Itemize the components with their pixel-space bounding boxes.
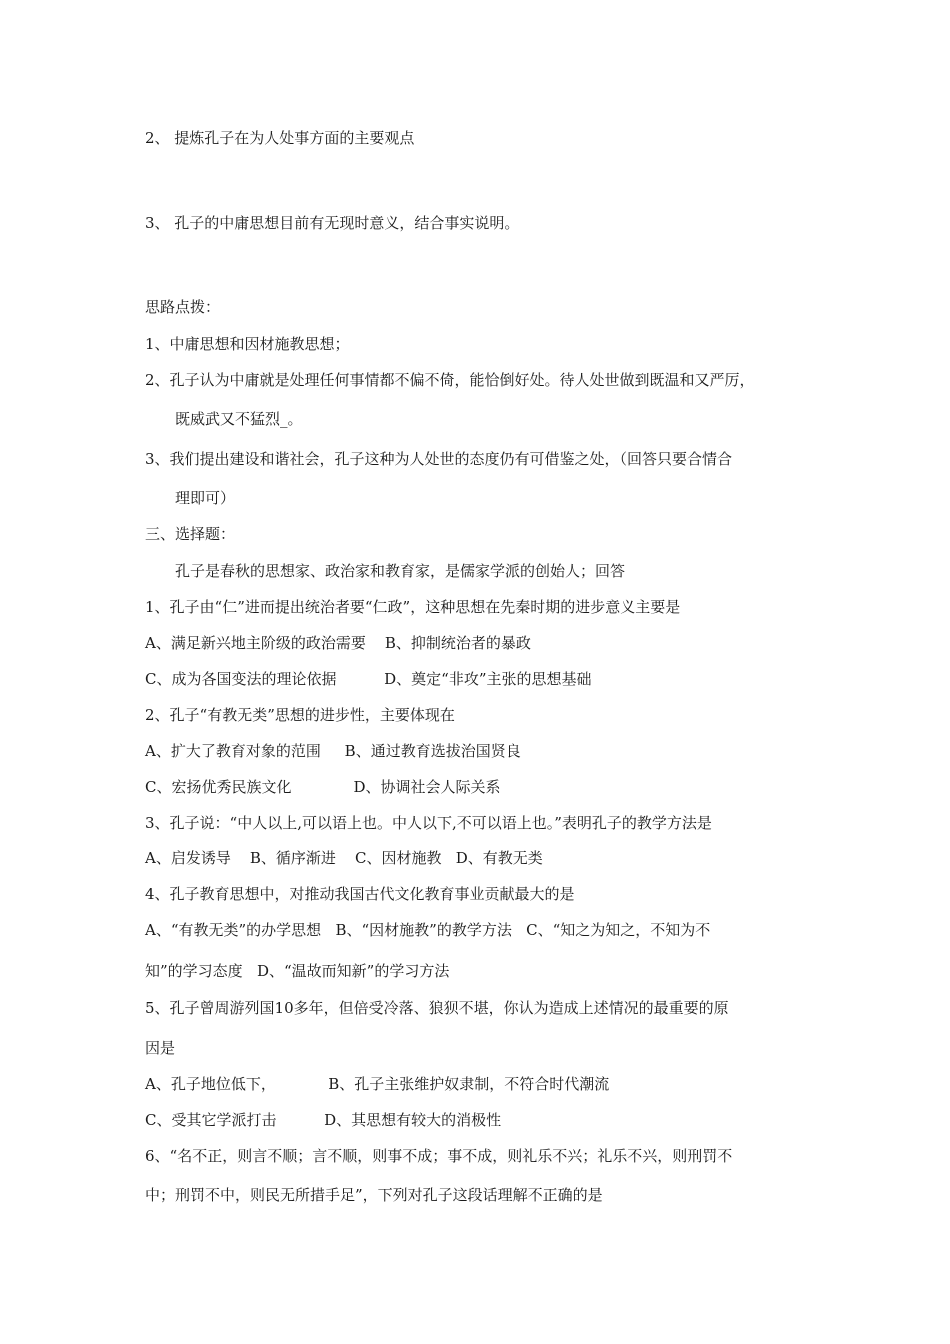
choice-5-options-cd: C、受其它学派打击 D、其思想有较大的消极性 (145, 1111, 502, 1129)
choice-2-options-ab: A、扩大了教育对象的范围 B、通过教育选拔治国贤良 (145, 742, 521, 760)
choice-4-options-line2: 知”的学习态度 D、“温故而知新”的学习方法 (145, 962, 450, 980)
choice-5-line1: 5、孔子曾周游列国10多年，但倍受冷落、狼狈不堪，你认为造成上述情况的最重要的原 (145, 999, 729, 1017)
choice-1-options-cd: C、成为各国变法的理论依据 D、奠定“非攻”主张的思想基础 (145, 670, 592, 688)
choice-6-line2: 中；刑罚不中，则民无所措手足”，下列对孔子这段话理解不正确的是 (145, 1186, 603, 1204)
choice-5-options-ab: A、孔子地位低下， B、孔子主张维护奴隶制，不符合时代潮流 (145, 1075, 610, 1093)
choice-4-options-line1: A、“有教无类”的办学思想 B、“因材施教”的教学方法 C、“知之为知之，不知为不 (145, 921, 711, 939)
question-3: 3、 孔子的中庸思想目前有无现时意义，结合事实说明。 (145, 214, 520, 232)
choice-intro: 孔子是春秋的思想家、政治家和教育家，是儒家学派的创始人；回答 (175, 562, 626, 580)
hint-2-line1: 2、孔子认为中庸就是处理任何事情都不偏不倚，能恰倒好处。待人处世做到既温和又严厉， (145, 371, 755, 389)
choice-5-line2: 因是 (145, 1039, 176, 1057)
section-title: 三、选择题： (145, 525, 236, 543)
question-2: 2、 提炼孔子在为人处事方面的主要观点 (145, 129, 415, 147)
hint-title: 思路点拨： (145, 298, 221, 316)
choice-3-options: A、启发诱导 B、循序渐进 C、因材施教 D、有教无类 (145, 849, 543, 867)
choice-1: 1、孔子由“仁”进而提出统治者要“仁政”，这种思想在先秦时期的进步意义主要是 (145, 598, 681, 616)
choice-2-options-cd: C、宏扬优秀民族文化 D、协调社会人际关系 (145, 778, 501, 796)
hint-3-line1: 3、我们提出建设和谐社会，孔子这种为人处世的态度仍有可借鉴之处，（回答只要合情合 (145, 450, 733, 468)
choice-6-line1: 6、“名不正，则言不顺；言不顺，则事不成；事不成，则礼乐不兴；礼乐不兴，则刑罚不 (145, 1147, 733, 1165)
choice-3: 3、孔子说：“中人以上,可以语上也。中人以下,不可以语上也。”表明孔子的教学方法是 (145, 814, 712, 832)
hint-3-line2: 理即可） (175, 489, 236, 507)
choice-2: 2、孔子“有教无类”思想的进步性，主要体现在 (145, 706, 455, 724)
hint-1: 1、中庸思想和因材施教思想； (145, 335, 350, 353)
hint-2-line2: 既威武又不猛烈_。 (175, 410, 303, 428)
choice-4: 4、孔子教育思想中，对推动我国古代文化教育事业贡献最大的是 (145, 885, 575, 903)
choice-1-options-ab: A、满足新兴地主阶级的政治需要 B、抑制统治者的暴政 (145, 634, 531, 652)
